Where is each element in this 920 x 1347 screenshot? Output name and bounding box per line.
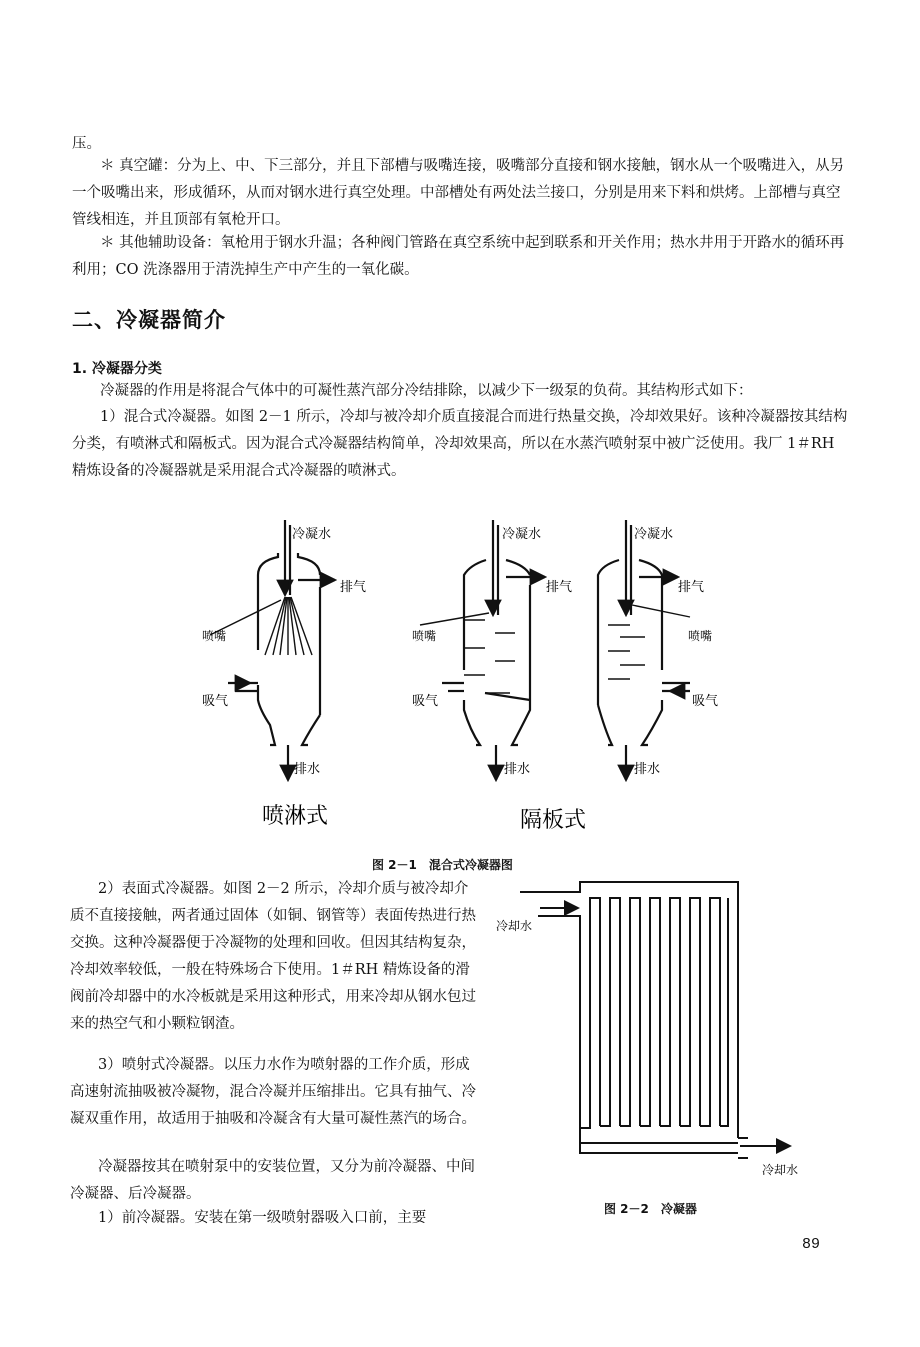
baffle-right-nozzle-label: 喷嘴 (688, 629, 713, 643)
baffle-type-label: 隔板式 (520, 808, 587, 833)
baffle-right-suction-label: 吸气 (692, 694, 719, 709)
paragraph-surface-condenser: 2）表面式冷凝器。如图 2－2 所示，冷却介质与被冷却介质不直接接触，两者通过固体（如铜、钢管等）表面传热进行热交换。这种冷凝器便于冷凝物的处理和回收。但因其结构复杂，冷却效率较低，一般在特殊场合下使用。1＃RH 精炼设备的滑阀前冷却器中的水冷板就是采用这种形式，用来冷却从钢水包过来的热空气和小颗粒钢渣。 (70, 881, 476, 1032)
paragraph-mixing-condenser: 1）混合式冷凝器。如图 2－1 所示，冷却与被冷却介质直接混合而进行热量交换，冷却效果好。该种冷凝器按其结构分类，有喷淋式和隔板式。因为混合式冷凝器结构简单，冷却效果高，所以在水蒸汽喷射泵中被广泛使用。我厂 1＃RH 精炼设备的冷凝器就是采用混合式冷凝器的喷淋式。 (72, 409, 848, 479)
figure-2-1-caption: 图 2－1 混合式冷凝器图 (372, 858, 513, 872)
figure-surface-condenser (490, 868, 830, 1188)
figure-mixing-condensers (180, 505, 760, 850)
baffle-right-drain-label: 排水 (634, 762, 661, 777)
paragraph-jet-condenser: 3）喷射式冷凝器。以压力水作为喷射器的工作介质，形成高速射流抽吸被冷凝物，混合冷凝并压缩排出。它具有抽气、冷凝双重作用，故适用于抽吸和冷凝含有大量可凝性蒸汽的场合。 (70, 1057, 476, 1127)
spray-water-in-label: 冷凝水 (292, 527, 332, 542)
paragraph-condenser-purpose: 冷凝器的作用是将混合气体中的可凝性蒸汽部分冷结排除，以减少下一级泵的负荷。其结构形式如下： (100, 383, 753, 399)
baffle-left-nozzle-label: 喷嘴 (412, 629, 437, 643)
baffle-left-exhaust-label: 排气 (546, 580, 573, 595)
section-heading: 二、冷凝器简介 (72, 308, 226, 332)
subsection-heading: 1. 冷凝器分类 (72, 361, 162, 377)
baffle-condenser-right-drawing (598, 520, 690, 780)
paragraph-front-condenser: 1）前冷凝器。安装在第一级喷射器吸入口前，主要 (98, 1210, 427, 1226)
coolant-in-label: 冷却水 (496, 919, 533, 933)
spray-type-label: 喷淋式 (262, 804, 329, 829)
paragraph-continuation: 压。 (72, 136, 101, 152)
spray-condenser-drawing (210, 520, 335, 780)
baffle-right-exhaust-label: 排气 (678, 580, 705, 595)
figure-2-2-caption: 图 2－2 冷凝器 (604, 1202, 697, 1216)
paragraph-auxiliary-equipment: ＊ 其他辅助设备：氧枪用于钢水升温；各种阀门管路在真空系统中起到联系和开关作用；热水井用于开路水的循环再利用；CO 洗涤器用于清洗掉生产中产生的一氧化碳。 (72, 235, 845, 278)
coolant-out-label: 冷却水 (762, 1163, 799, 1177)
baffle-condenser-left-drawing (420, 520, 545, 780)
spray-nozzle-label: 喷嘴 (202, 629, 227, 643)
paragraph-vacuum-tank: ＊ 真空罐：分为上、中、下三部分，并且下部槽与吸嘴连接，吸嘴部分直接和钢水接触，钢水从一个吸嘴进入，从另一个吸嘴出来，形成循环，从而对钢水进行真空处理。中部槽处有两处法兰接口，分别是用来下料和烘烤。上部槽与真空管线相连，并且顶部有氧枪开口。 (72, 158, 845, 228)
spray-exhaust-label: 排气 (340, 580, 367, 595)
baffle-right-water-in-label: 冷凝水 (634, 527, 674, 542)
page-number: 89 (801, 1236, 820, 1253)
paragraph-condenser-position: 冷凝器按其在喷射泵中的安装位置，又分为前冷凝器、中间冷凝器、后冷凝器。 (70, 1159, 475, 1202)
spray-suction-label: 吸气 (202, 694, 229, 709)
baffle-left-water-in-label: 冷凝水 (502, 527, 542, 542)
spray-drain-label: 排水 (294, 762, 321, 777)
baffle-left-suction-label: 吸气 (412, 694, 439, 709)
baffle-left-drain-label: 排水 (504, 762, 531, 777)
